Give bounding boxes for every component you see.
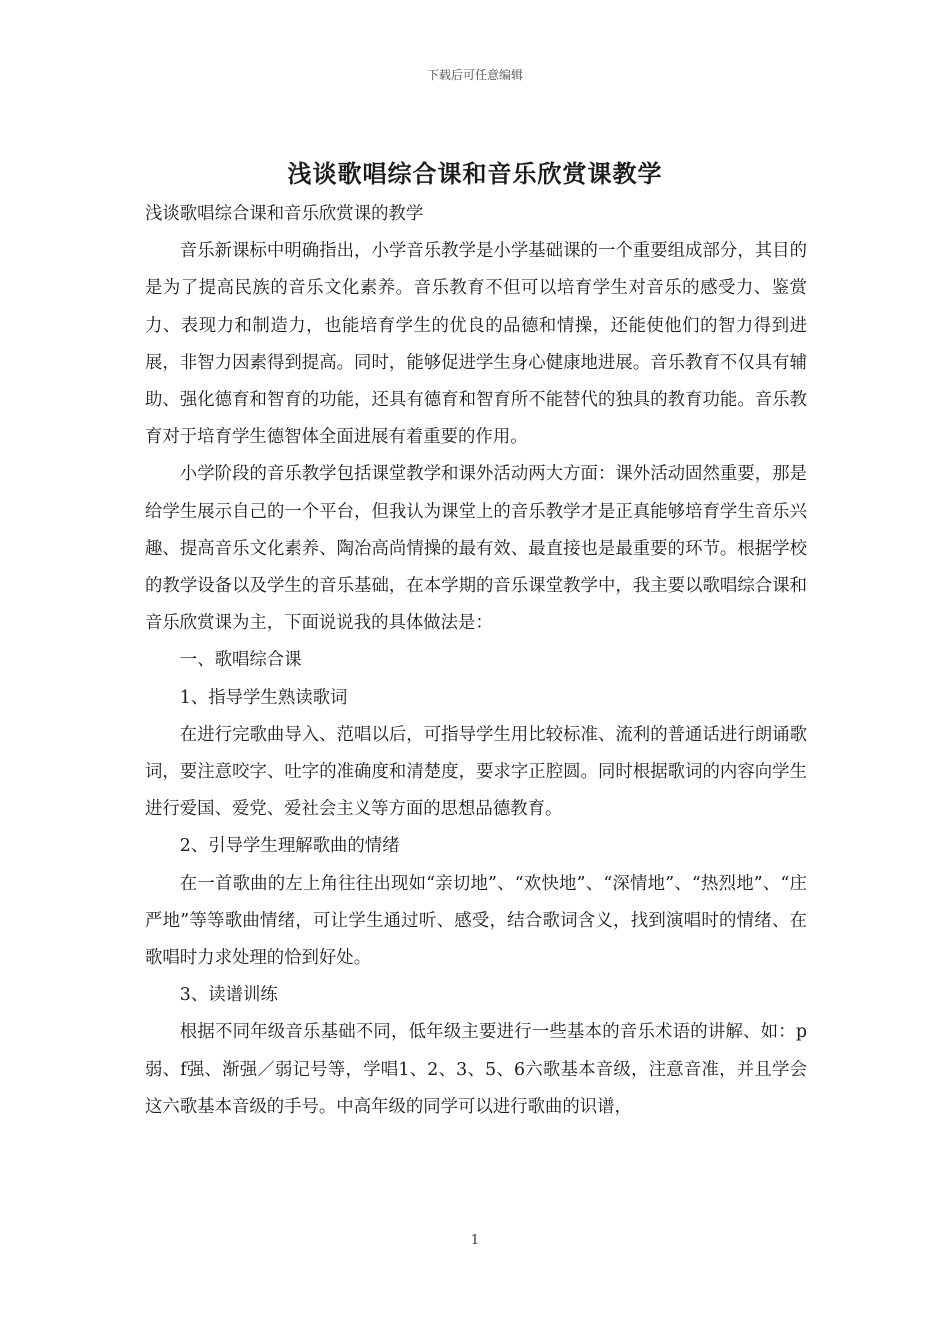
body-paragraph: 小学阶段的音乐教学包括课堂教学和课外活动两大方面：课外活动固然重要，那是给学生展示自己的一个平台，但我认为课堂上的音乐教学才是正真能够培育学生音乐兴趣、提高音乐文化素养、陶冶高尚情操的最有效、最直接也是最重要的环节。根据学校的教学设备以及学生的音乐基础，在本学期的音乐课堂教学中，我主要以歌唱综合课和音乐欣赏课为主，下面说说我的具体做法是： bbox=[145, 464, 807, 634]
page-header: 下载后可任意编辑 bbox=[426, 68, 523, 82]
section-heading: 一、歌唱综合课 bbox=[179, 650, 302, 671]
body-paragraph: 根据不同年级音乐基础不同，低年级主要进行一些基本的音乐术语的讲解、如：p弱、f强、渐强／弱记号等，学唱1、2、3、5、6六歌基本音级，注意音准，并且学会这六歌基本音级的手号。中高年级的同学可以进行歌曲的识谱， bbox=[145, 1022, 807, 1117]
subtitle-paragraph: 浅谈歌唱综合课和音乐欣赏课的教学 bbox=[145, 204, 424, 224]
page-number: 1 bbox=[470, 1233, 480, 1248]
subsection-heading: 2、引导学生理解歌曲的情绪 bbox=[179, 836, 400, 857]
subsection-heading: 3、读谱训练 bbox=[179, 985, 278, 1006]
subsection-heading: 1、指导学生熟读歌词 bbox=[179, 687, 348, 708]
body-paragraph: 音乐新课标中明确指出，小学音乐教学是小学基础课的一个重要组成部分，其目的是为了提高民族的音乐文化素养。音乐教育不但可以培育学生对音乐的感受力、鉴赏力、表现力和制造力，也能培育学生的优良的品德和情操，还能使他们的智力得到进展，非智力因素得到提高。同时，能够促进学生身心健康地进展。音乐教育不仅具有辅助、强化德育和智育的功能，还具有德育和智育所不能替代的独具的教育功能。音乐教育对于培育学生德智体全面进展有着重要的作用。 bbox=[145, 241, 807, 448]
body-paragraph: 在一首歌曲的左上角往往出现如“亲切地”、“欢快地”、“深情地”、“热烈地”、“庄严地”等等歌曲情绪，可让学生通过听、感受，结合歌词含义，找到演唱时的情绪、在歌唱时力求处理的恰到好处。 bbox=[145, 873, 807, 969]
document-title: 浅谈歌唱综合课和音乐欣赏课教学 bbox=[287, 159, 663, 188]
body-paragraph: 在进行完歌曲导入、范唱以后，可指导学生用比较标准、流利的普通话进行朗诵歌词，要注意咬字、吐字的准确度和清楚度，要求字正腔圆。同时根据歌词的内容向学生进行爱国、爱党、爱社会主义等方面的思想品德教育。 bbox=[145, 724, 807, 820]
document-body bbox=[145, 196, 807, 1126]
